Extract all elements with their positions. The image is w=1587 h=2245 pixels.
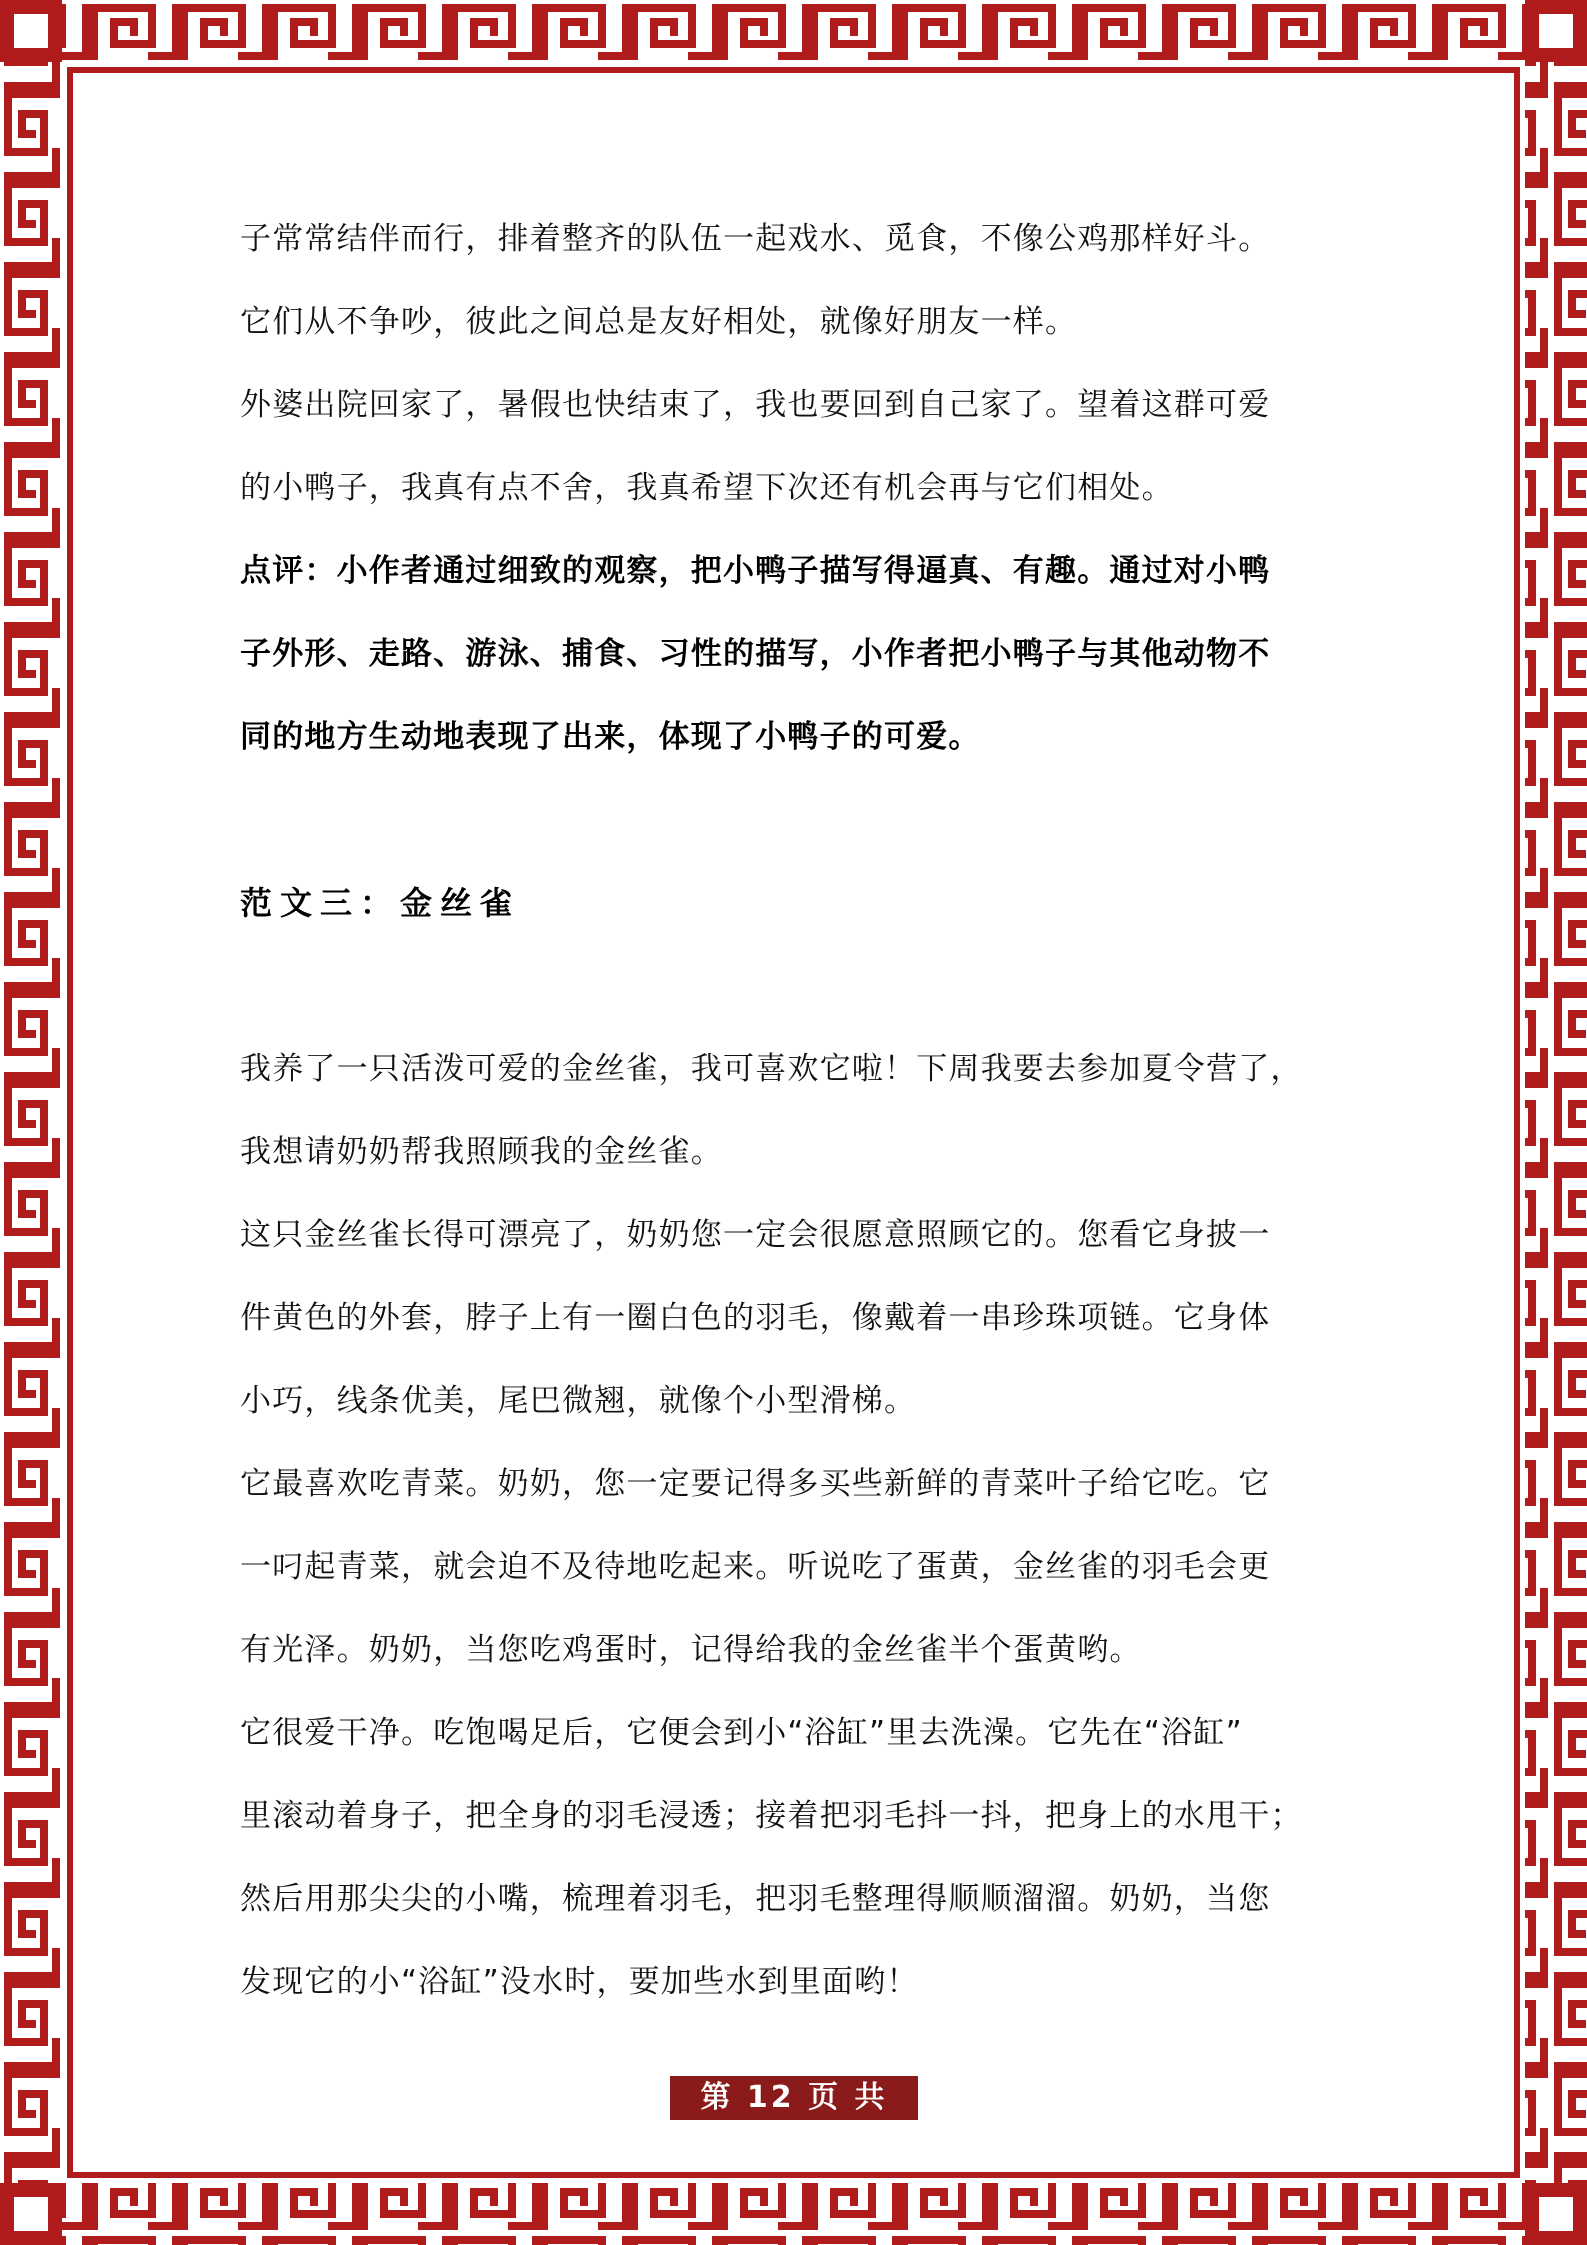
essay-line: 有光泽。奶奶，当您吃鸡蛋时，记得给我的金丝雀半个蛋黄哟。 [240,1632,1142,1668]
essay-line: 件黄色的外套，脖子上有一圈白色的羽毛，像戴着一串珍珠项链。它身体 [240,1300,1271,1336]
essay-line: 这只金丝雀长得可漂亮了，奶奶您一定会很愿意照顾它的。您看它身披一 [240,1217,1271,1253]
essay-line: 一叼起青菜，就会迫不及待地吃起来。听说吃了蛋黄，金丝雀的羽毛会更 [240,1549,1271,1585]
comment-line: 同的地方生动地表现了出来，体现了小鸭子的可爱。 [240,719,981,755]
section-heading: 范文三：金丝雀 [240,884,521,922]
paragraph-line: 的小鸭子，我真有点不舍，我真希望下次还有机会再与它们相处。 [240,470,1174,506]
document-body [240,198,1350,2024]
essay-line: 它很爱干净。吃饱喝足后，它便会到小“浴缸”里去洗澡。它先在“浴缸” [240,1715,1243,1751]
comment-line: 点评：小作者通过细致的观察，把小鸭子描写得逼真、有趣。通过对小鸭 [240,553,1271,589]
essay-line: 它最喜欢吃青菜。奶奶，您一定要记得多买些新鲜的青菜叶子给它吃。它 [240,1466,1271,1502]
essay-line: 发现它的小“浴缸”没水时，要加些水到里面哟！ [240,1964,919,2000]
essay-line: 然后用那尖尖的小嘴，梳理着羽毛，把羽毛整理得顺顺溜溜。奶奶，当您 [240,1881,1271,1917]
paragraph-line: 外婆出院回家了，暑假也快结束了，我也要回到自己家了。望着这群可爱 [240,387,1271,423]
essay-line: 小巧，线条优美，尾巴微翘，就像个小型滑梯。 [240,1383,917,1419]
spacer [240,779,1350,862]
page-number-badge: 第 12 页 共 27 页 [670,2076,918,2120]
essay-line: 我养了一只活泼可爱的金丝雀，我可喜欢它啦！下周我要去参加夏令营了， [240,1051,1303,1087]
comment-line: 子外形、走路、游泳、捕食、习性的描写，小作者把小鸭子与其他动物不 [240,636,1271,672]
paragraph-line: 子常常结伴而行，排着整齐的队伍一起戏水、觅食，不像公鸡那样好斗。 [240,221,1271,257]
paragraph-line: 它们从不争吵，彼此之间总是友好相处，就像好朋友一样。 [240,304,1078,340]
essay-line: 里滚动着身子，把全身的羽毛浸透；接着把羽毛抖一抖，把身上的水甩干； [240,1798,1303,1834]
essay-line: 我想请奶奶帮我照顾我的金丝雀。 [240,1134,723,1170]
spacer [240,945,1350,1028]
